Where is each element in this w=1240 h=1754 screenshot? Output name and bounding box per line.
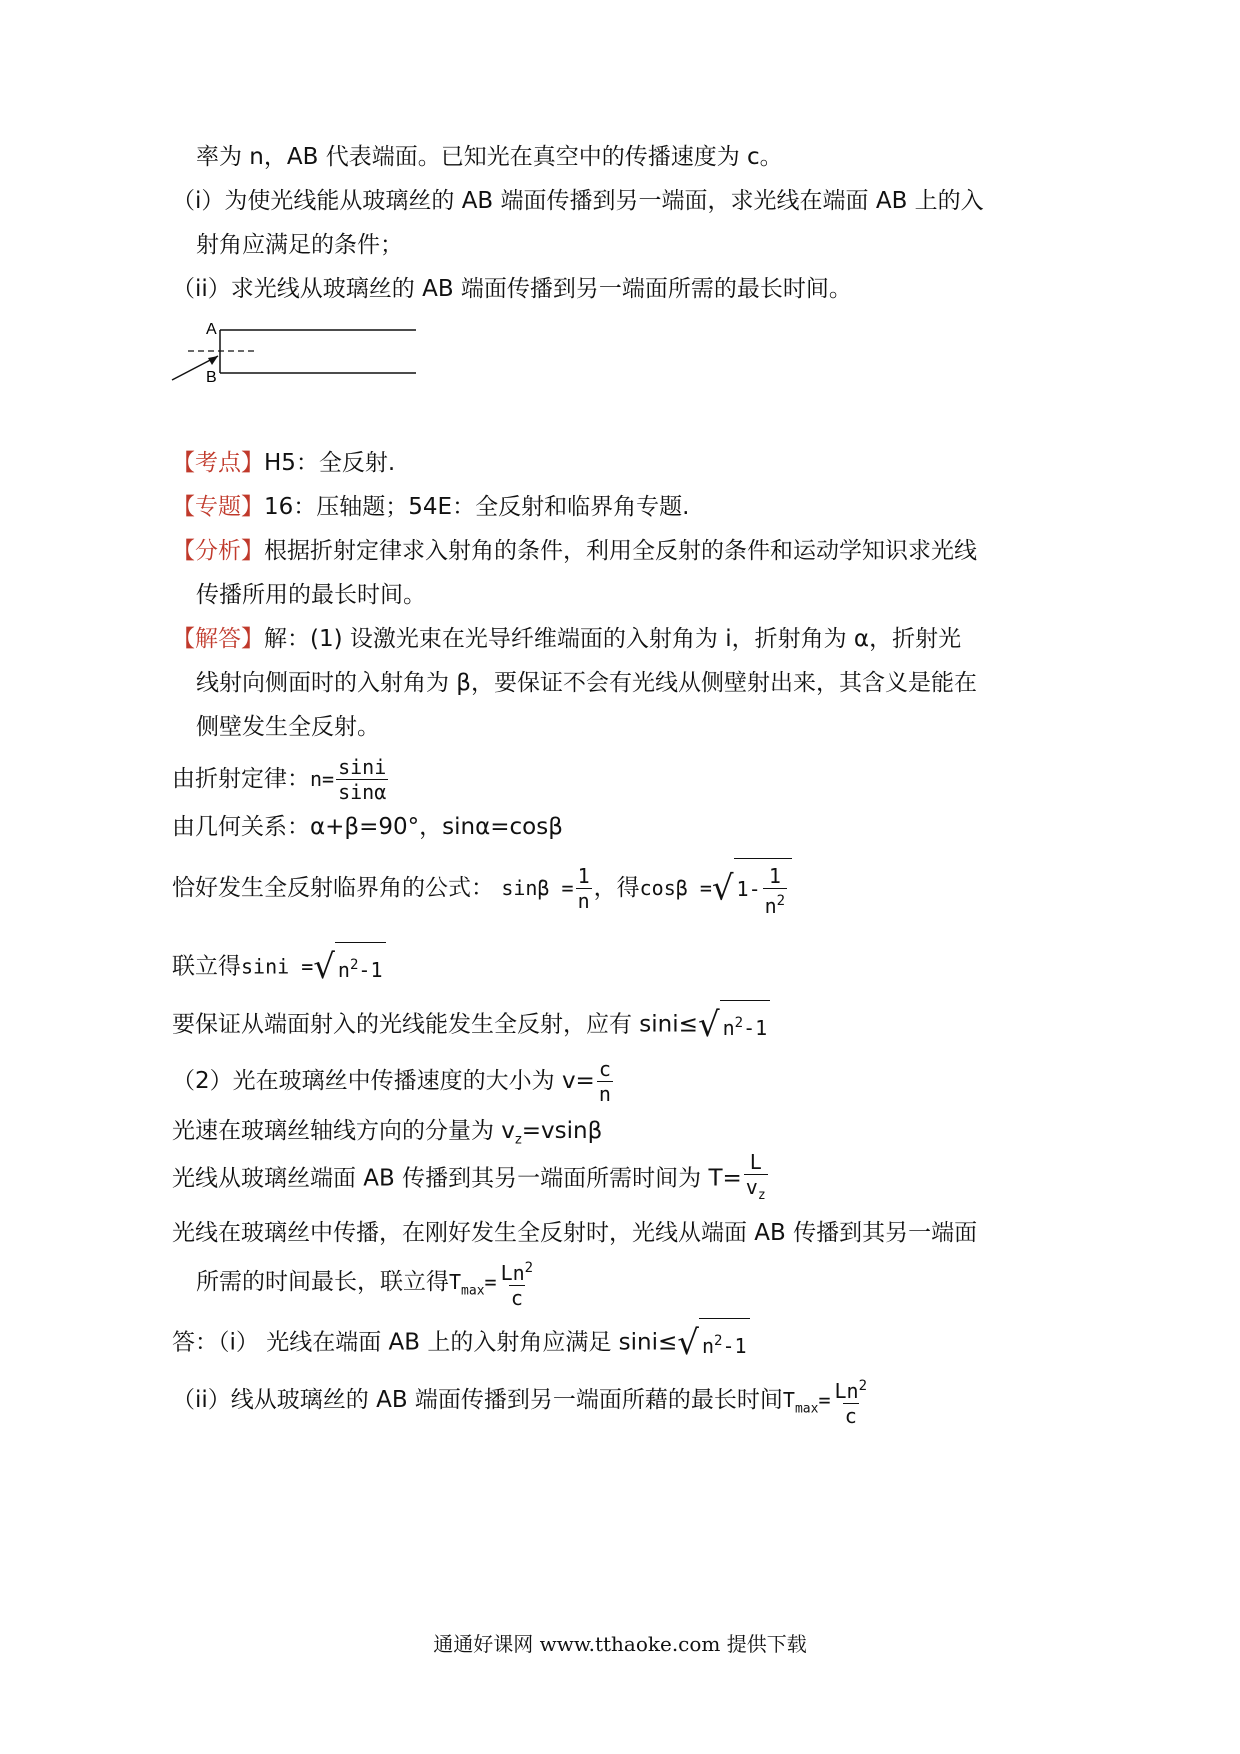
tmax-numerator: Ln: [500, 1260, 525, 1285]
critical-fraction: [576, 864, 592, 913]
answer-2-numerator: Ln: [834, 1378, 859, 1403]
jieda-text-1: 解：(1) 设激光束在光导纤维端面的入射角为 i，折射角为 α，折射光: [264, 626, 962, 652]
page-footer: 通通好课网 www.tthaoke.com 提供下载: [433, 1632, 807, 1656]
time-denominator-sub: z: [757, 1188, 766, 1203]
question-2: （ii）求光线从玻璃丝的 AB 端面传播到另一端面所需的最长时间。: [172, 276, 852, 302]
combine-label: 联立得: [172, 953, 241, 980]
fenxi-tag: 【分析】: [172, 538, 264, 564]
ensure-condition: [172, 1000, 770, 1050]
problem-line-1: 率为 n，AB 代表端面。已知光在真空中的传播速度为 c。: [196, 144, 783, 170]
critical-rad-a: 1-: [736, 877, 761, 901]
component-sub: z: [514, 1132, 522, 1148]
jieda-line-1: [172, 624, 961, 654]
zhuanti-tag: 【专题】: [172, 494, 264, 520]
critical-label: 恰好发生全反射临界角的公式：: [172, 875, 494, 901]
tmax-symbol: T: [449, 1270, 462, 1294]
refraction-lhs: n=: [310, 767, 335, 791]
tmax-fraction: [499, 1256, 536, 1310]
answer-2-denominator: c: [844, 1403, 857, 1428]
answer-1-symbol: ≤: [658, 1329, 678, 1356]
critical-rad-numerator: 1: [768, 863, 781, 888]
fenxi-line-2: 传播所用的最长时间。: [196, 582, 426, 608]
answer-2-fraction: [833, 1374, 870, 1428]
answer-2: [172, 1372, 871, 1438]
combine-rad: n: [337, 958, 350, 982]
component-tail: =vsinβ: [521, 1118, 603, 1144]
tmax-sub: max: [461, 1283, 485, 1299]
component-text: 光速在玻璃丝轴线方向的分量为 v: [172, 1118, 515, 1144]
label-a: A: [206, 321, 217, 338]
refraction-fraction: [336, 755, 388, 804]
answer-1-exp: 2: [714, 1333, 723, 1349]
speed-numerator: c: [598, 1057, 611, 1081]
critical-denominator: n: [577, 889, 590, 913]
longest-text-2: 所需的时间最长，联立得: [196, 1269, 449, 1295]
answer-2-text: （ii）线从玻璃丝的 AB 端面传播到另一端面所藉的最长时间: [172, 1387, 783, 1413]
refraction-denominator: sinα: [338, 780, 387, 804]
fenxi-line-1: [172, 536, 977, 566]
label-b: B: [206, 369, 217, 386]
speed-formula: [172, 1056, 615, 1106]
critical-numerator: 1: [577, 864, 590, 888]
question-1-line-2: 射角应满足的条件；: [196, 232, 403, 258]
refraction-numerator: sini: [338, 755, 387, 779]
critical-mid: ，得: [593, 875, 640, 901]
time-formula: [172, 1150, 770, 1208]
refraction-law: [172, 754, 390, 804]
ensure-sqrt: √ $n^2-1$: [698, 1000, 770, 1050]
speed-fraction: [597, 1057, 613, 1106]
critical-sqrt: √ 1- $\frac{1}{n^2}$: [712, 858, 792, 919]
question-1-line-1: （i）为使光线能从玻璃丝的 AB 端面传播到另一端面，求光线在端面 AB 上的入: [172, 188, 984, 214]
fiber-diagram: [166, 318, 426, 390]
speed-denominator: n: [598, 1082, 611, 1106]
critical-cos: cosβ =: [639, 876, 712, 900]
tmax-eq: =: [484, 1270, 497, 1294]
critical-rad-exp: 2: [776, 892, 786, 909]
tmax-denominator: c: [510, 1285, 523, 1310]
answer-1-rad: n: [701, 1334, 714, 1358]
kaodian-line: [172, 448, 395, 478]
answer-1-sqrt: √ $n^2-1$: [677, 1318, 749, 1368]
time-text: 光线从玻璃丝端面 AB 传播到其另一端面所需时间为 T=: [172, 1165, 742, 1192]
jieda-line-3: 侧壁发生全反射。: [196, 714, 380, 740]
ensure-symbol: ≤: [678, 1011, 698, 1038]
jieda-line-2: 线射向侧面时的入射角为 β，要保证不会有光线从侧壁射出来，其含义是能在: [196, 670, 977, 696]
critical-angle-formula: [172, 858, 792, 919]
refraction-label: 由折射定律：: [172, 766, 310, 792]
kaodian-tag: 【考点】: [172, 450, 264, 476]
fenxi-text-1: 根据折射定律求入射角的条件，利用全反射的条件和运动学知识求光线: [264, 538, 977, 564]
tmax-numerator-exp: 2: [524, 1259, 534, 1276]
jieda-tag: 【解答】: [172, 626, 264, 652]
combine-exp: 2: [349, 957, 359, 973]
answer-1-text: 答：（i） 光线在端面 AB 上的入射角应满足 sini: [172, 1329, 658, 1356]
zhuanti-line: [172, 492, 689, 522]
critical-rad-denominator: n: [764, 893, 777, 918]
answer-2-sub: max: [794, 1401, 819, 1417]
zhuanti-text: 16：压轴题；54E：全反射和临界角专题.: [264, 494, 690, 520]
answer-1-tail: -1: [722, 1334, 747, 1358]
answer-1: [172, 1318, 750, 1368]
ray-arrow-icon: [208, 356, 218, 365]
kaodian-text: H5：全反射.: [264, 450, 396, 476]
critical-lhs: sinβ =: [501, 876, 574, 900]
answer-2-eq: =: [818, 1388, 831, 1412]
combine-lhs: sini =: [241, 954, 314, 979]
answer-2-t: T: [782, 1388, 795, 1412]
ensure-exp: 2: [734, 1015, 744, 1031]
longest-line-2: [196, 1254, 537, 1320]
combine-sqrt: √ $n^2-1$: [313, 942, 385, 992]
time-fraction: [744, 1150, 768, 1208]
answer-2-numerator-exp: 2: [858, 1377, 868, 1394]
time-numerator: L: [749, 1150, 762, 1174]
speed-text: （2）光在玻璃丝中传播速度的大小为 v=: [172, 1068, 595, 1094]
ensure-tail: -1: [743, 1016, 768, 1040]
ensure-text: 要保证从端面射入的光线能发生全反射，应有 sini: [172, 1011, 679, 1038]
time-denominator: v: [745, 1175, 758, 1199]
combine-tail: -1: [358, 958, 383, 982]
geometry-relation: 由几何关系：α+β=90°，sinα=cosβ: [172, 814, 563, 840]
combine-result: [172, 942, 386, 992]
ensure-rad: n: [722, 1016, 735, 1040]
longest-line-1: 光线在玻璃丝中传播，在刚好发生全反射时，光线从端面 AB 传播到其另一端面: [172, 1220, 978, 1246]
